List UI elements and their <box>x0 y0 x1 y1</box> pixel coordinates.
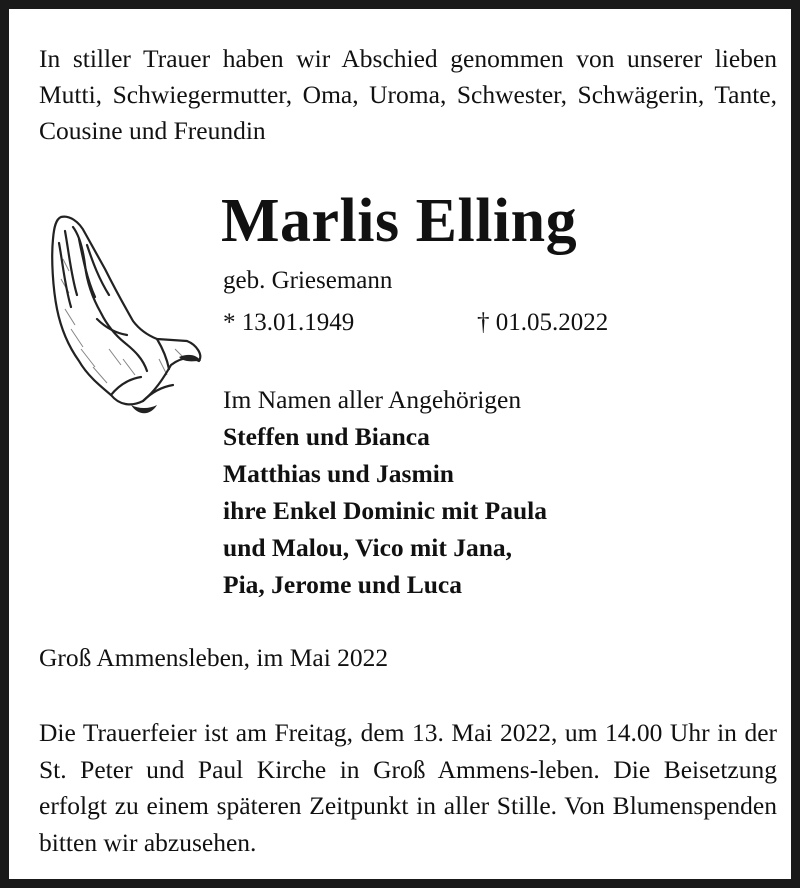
praying-hands-icon <box>39 209 209 419</box>
family-line: ihre Enkel Dominic mit Paula <box>223 496 547 525</box>
service-details: Die Trauerfeier ist am Freitag, dem 13. Mai 2022, um 14.00 Uhr in der St. Peter und Paul Kirche in Groß Ammens-leben. Die Beisetzung erfolgt zu einem späteren Zeitpunkt in aller Stille. Von Blumenspenden bitten wir abzusehen. <box>39 718 777 857</box>
family-line: Steffen und Bianca <box>223 422 430 451</box>
deceased-name: Marlis Elling <box>221 187 578 255</box>
family-line: und Malou, Vico mit Jana, <box>223 533 513 562</box>
family-intro: Im Namen aller Angehörigen <box>223 385 522 414</box>
birth-date: * 13.01.1949 <box>223 309 355 336</box>
intro-text: In stiller Trauer haben wir Abschied genommen von unserer lieben Mutti, Schwiegermutter, Oma, Uroma, Schwester, Schwägerin, Tante, Cousine und Freundin <box>39 44 777 145</box>
death-date: † 01.05.2022 <box>477 309 609 336</box>
place-date: Groß Ammensleben, im Mai 2022 <box>39 643 389 672</box>
family-line: Pia, Jerome und Luca <box>223 570 462 599</box>
family-block <box>223 381 547 603</box>
birth-name: geb. Griesemann <box>223 267 393 294</box>
family-line: Matthias und Jasmin <box>223 459 454 488</box>
